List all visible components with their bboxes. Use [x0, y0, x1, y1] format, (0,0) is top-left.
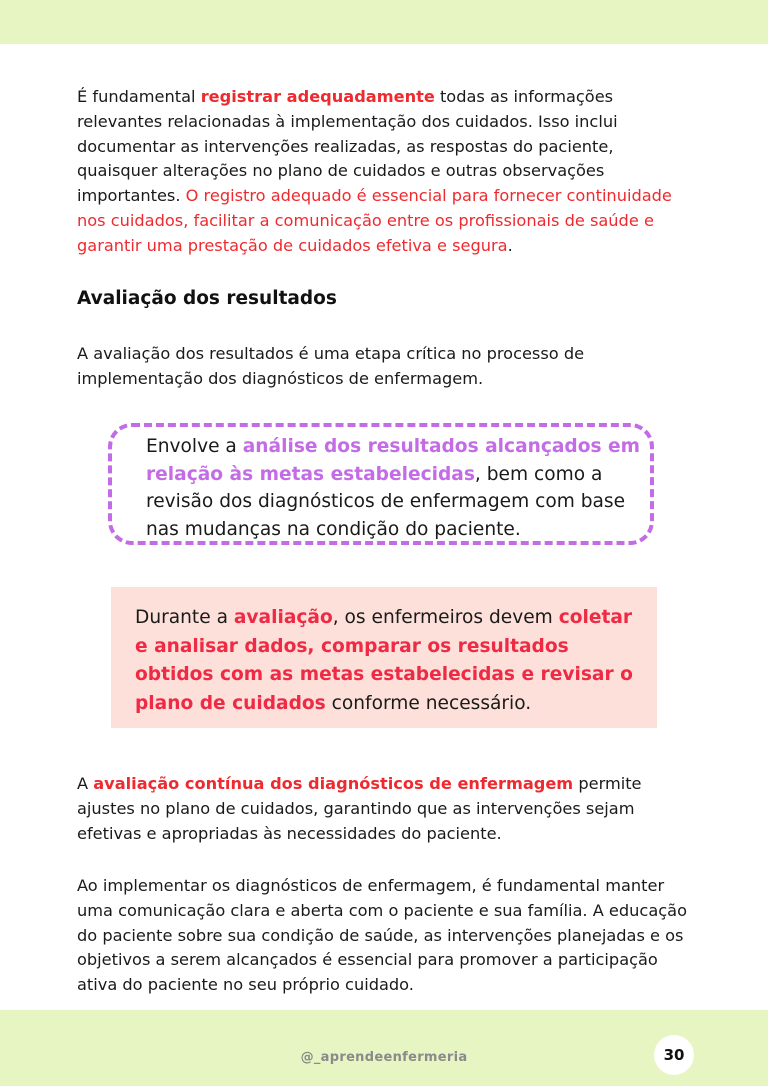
- para3-highlight: avaliação contínua dos diagnósticos de enfermagem: [93, 774, 574, 793]
- para1-text-2: todas as informações relevantes relacionadas à implementação dos cuidados. Isso inclui documentar as intervenções realizadas, as respostas do paciente, quaisquer alterações no plano de cuidados e outras observações importantes.: [77, 87, 618, 206]
- para1-red-sentence: O registro adequado é essencial para fornecer continuidade nos cuidados, facilitar a comunicação entre os profissionais de saúde e garantir uma prestação de cuidados efetiva e segura: [77, 186, 672, 255]
- paragraph-comunicacao: Ao implementar os diagnósticos de enfermagem, é fundamental manter uma comunicação clara e aberta com o paciente e sua família. A educação do paciente sobre sua condição de saúde, as intervenções planejadas e os objetivos a serem alcançados é essencial para promover a participação ativa do paciente no seu próprio cuidado.: [77, 876, 687, 995]
- top-band: [0, 0, 768, 44]
- pink-highlight-1: avaliação: [233, 607, 333, 628]
- footer-band: [0, 1010, 768, 1086]
- dashed-text-2: , bem como a revisão dos diagnósticos de enfermagem com base nas mudanças na condição do paciente.: [146, 463, 626, 540]
- pink-text-2: , os enfermeiros devem: [332, 607, 559, 628]
- pink-text-3: conforme necessário.: [325, 692, 532, 714]
- pink-text-1: Durante a: [135, 607, 234, 628]
- para1-text-3: .: [507, 235, 513, 255]
- dashed-text-1: Envolve a: [146, 436, 243, 457]
- para1-highlight: registrar adequadamente: [200, 87, 435, 106]
- pink-callout-text: [135, 604, 645, 718]
- footer-handle: @_aprendeenfermeria: [300, 1050, 468, 1065]
- pink-highlight-2: coletar e analisar dados, comparar os resultados obtidos com as metas estabelecidas e revisar o plano de cuidados: [135, 607, 633, 714]
- page-number-badge: 30: [654, 1035, 694, 1075]
- para1-text-1: É fundamental: [77, 87, 201, 106]
- para3-text-2: permite ajustes no plano de cuidados, garantindo que as intervenções sejam efetivas e apropriadas às necessidades do paciente.: [77, 774, 642, 843]
- paragraph-avaliacao-intro: A avaliação dos resultados é uma etapa crítica no processo de implementação dos diagnósticos de enfermagem.: [77, 344, 585, 388]
- dashed-callout-text: [146, 433, 646, 543]
- dashed-highlight: análise dos resultados alcançados em relação às metas estabelecidas: [146, 436, 641, 485]
- paragraph-avaliacao-continua: [77, 772, 697, 846]
- section-heading: Avaliação dos resultados: [77, 288, 337, 309]
- para3-text-1: A: [77, 774, 94, 793]
- paragraph-registro: [77, 85, 697, 259]
